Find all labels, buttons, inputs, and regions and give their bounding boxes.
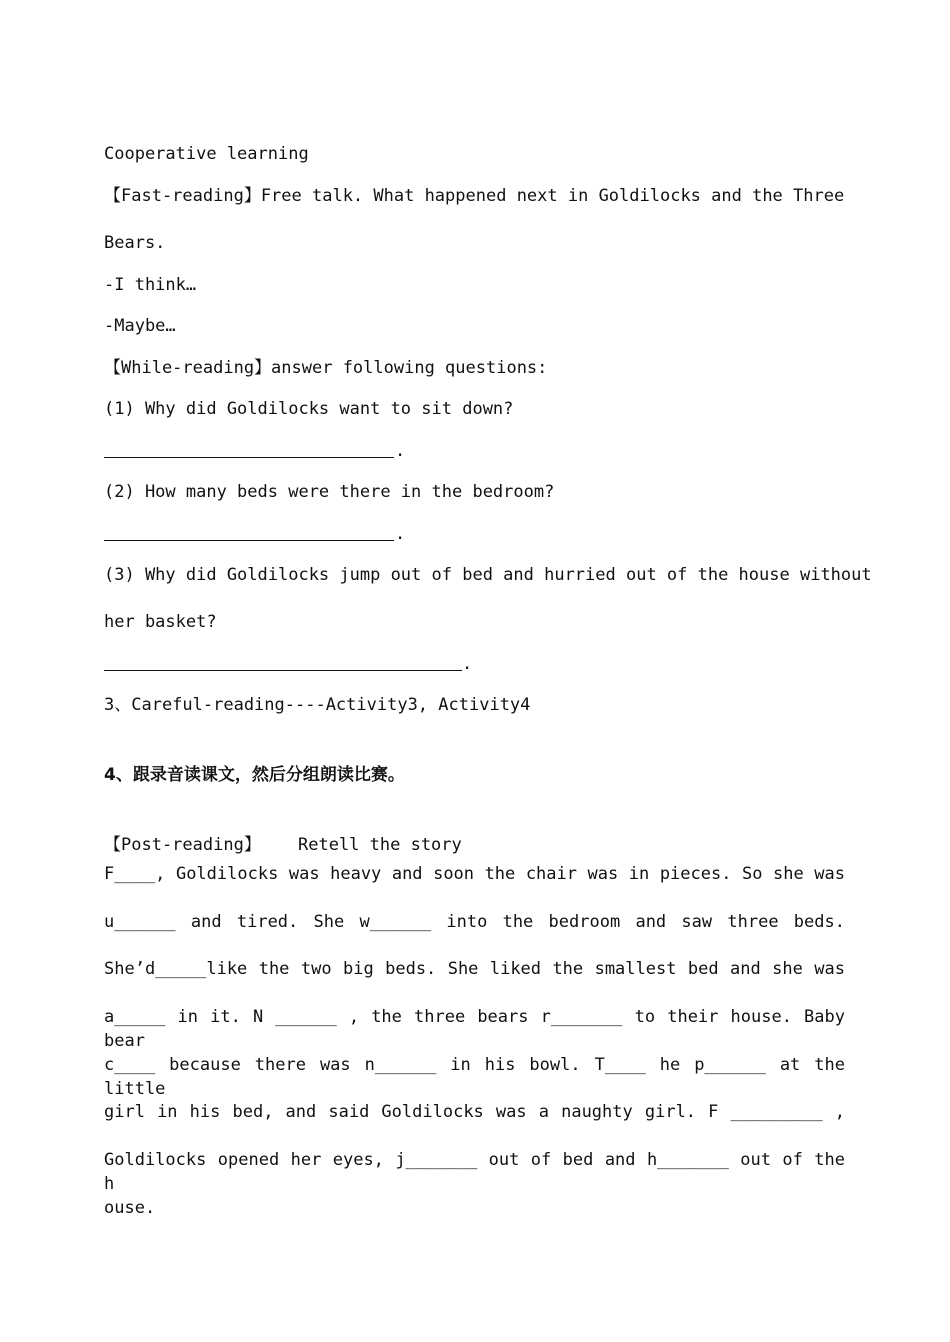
story-line-7: Goldilocks opened her eyes, j_______ out of bed and h_______ out of the h	[104, 1150, 845, 1194]
fast-reading-line-1: 【Fast-reading】Free talk. What happened next in Goldilocks and the Three	[104, 186, 845, 206]
reply-i-think: -I think…	[104, 275, 197, 295]
section-title: Cooperative learning	[104, 144, 309, 164]
answer-line-2	[104, 540, 394, 541]
answer-period-2: .	[395, 524, 406, 544]
question-1: (1) Why did Goldilocks want to sit down?	[104, 399, 514, 419]
post-reading-header: 【Post-reading】	[104, 835, 261, 855]
reply-maybe: -Maybe…	[104, 316, 176, 336]
question-2: (2) How many beds were there in the bedroom?	[104, 482, 555, 502]
story-line-2: u______ and tired. She w______ into the bedroom and saw three beds.	[104, 912, 845, 932]
answer-period-1: .	[395, 441, 406, 461]
story-line-8: ouse.	[104, 1198, 156, 1218]
story-line-1: F____, Goldilocks was heavy and soon the chair was in pieces. So she was	[104, 864, 845, 884]
story-line-3: She’d_____like the two big beds. She liked the smallest bed and she was	[104, 959, 845, 979]
answer-period-3: .	[462, 654, 473, 674]
question-3-line-1: (3) Why did Goldilocks jump out of bed and hurried out of the house without	[104, 565, 872, 585]
story-line-6: girl in his bed, and said Goldilocks was a naughty girl. F _________ ,	[104, 1102, 845, 1122]
retell-task: Retell the story	[298, 835, 462, 855]
question-3-line-2: her basket?	[104, 612, 217, 632]
read-aloud-instruction: 4、跟录音读课文，然后分组朗读比赛。	[104, 765, 405, 785]
story-line-4: a_____ in it. N ______ , the three bears r_______ to their house. Baby bear	[104, 1007, 845, 1051]
answer-line-1	[104, 457, 394, 458]
story-line-5: c____ because there was n______ in his bowl. T____ he p______ at the little	[104, 1055, 845, 1099]
fast-reading-line-2: Bears.	[104, 233, 166, 253]
while-reading-header: 【While-reading】answer following questions:	[104, 358, 548, 378]
answer-line-3	[104, 670, 462, 671]
careful-reading: 3、Careful-reading----Activity3, Activity4	[104, 695, 531, 715]
